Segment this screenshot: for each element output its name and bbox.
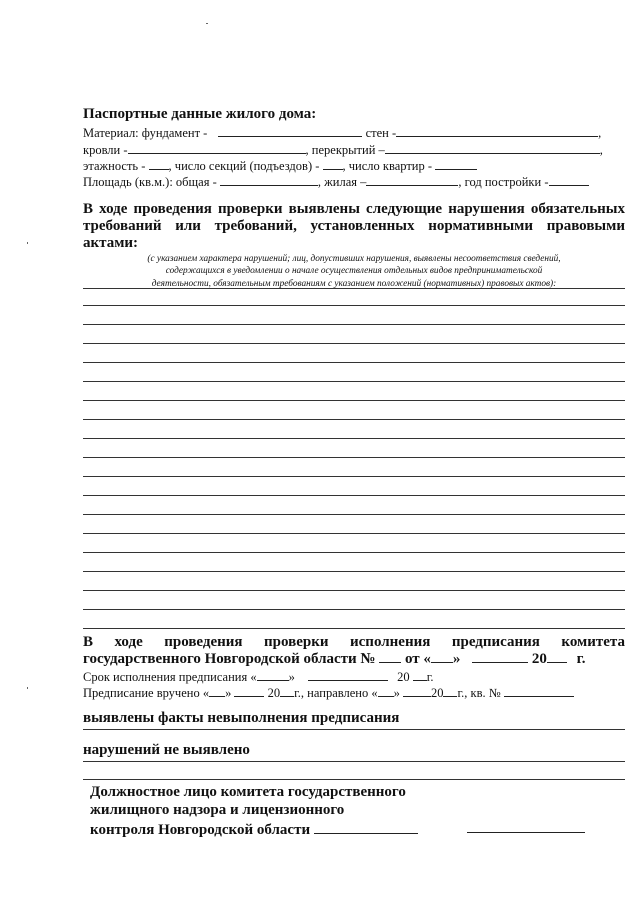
violation-line[interactable] (83, 305, 625, 306)
violation-line[interactable] (83, 609, 625, 610)
foundation-field[interactable] (218, 125, 362, 137)
prescription-line1: В ходе проведения проверки исполнения предписания комитета (83, 634, 625, 650)
storeys-field[interactable] (149, 158, 169, 170)
roof-field[interactable] (128, 142, 306, 154)
handed-quote-close: » (225, 686, 232, 700)
violation-line[interactable] (83, 419, 625, 420)
violation-line[interactable] (83, 628, 625, 629)
total-area-field[interactable] (220, 174, 318, 186)
result-none: нарушений не выявлено (83, 742, 250, 758)
signature-label: контроля Новгородской области (90, 822, 311, 838)
prescription-year-prefix: 20 (531, 651, 547, 667)
result-extra-line[interactable] (83, 779, 625, 780)
violations-note-line2: содержащихся в уведомлении о начале осуществления отдельных видов предпринимательской (165, 266, 543, 276)
violation-line[interactable] (83, 571, 625, 572)
scan-mark (27, 242, 28, 244)
result-failures-line[interactable] (83, 729, 625, 730)
prescription-date-close: » (452, 651, 461, 667)
apartments-field[interactable] (435, 158, 477, 170)
name-field[interactable] (467, 832, 585, 833)
result-none-line[interactable] (83, 761, 625, 762)
area-label: Площадь (кв.м.): общая - (83, 175, 217, 189)
sections-label: , число секций (подъездов) - (168, 159, 320, 173)
result-failures: выявлены факты невыполнения предписания (83, 710, 400, 726)
violation-line[interactable] (83, 438, 625, 439)
violation-line[interactable] (83, 324, 625, 325)
handed-day-field[interactable] (209, 685, 225, 697)
passport-row-material: Материал: фундамент - стен - , (83, 126, 602, 140)
passport-row-storeys (83, 158, 477, 174)
scan-mark (27, 687, 28, 689)
violation-line[interactable] (83, 533, 625, 534)
floors-field[interactable] (385, 142, 600, 154)
year-field[interactable] (549, 174, 589, 186)
sent-month-field[interactable] (403, 685, 431, 697)
deadline-quote-close: » (288, 670, 295, 684)
apartment-label: г., кв. № (457, 686, 501, 700)
sent-year-field[interactable] (443, 685, 457, 697)
deadline-year-prefix: 20 (397, 670, 410, 684)
violation-line[interactable] (83, 495, 625, 496)
sections-field[interactable] (323, 158, 343, 170)
prescription-year-suffix: г. (576, 651, 586, 667)
year-label: , год постройки - (458, 175, 549, 189)
violation-line[interactable] (83, 514, 625, 515)
signature-field[interactable] (314, 820, 418, 834)
deadline-month-field[interactable] (308, 669, 388, 681)
sent-quote-close: » (393, 686, 400, 700)
violation-line[interactable] (83, 288, 625, 289)
handed-year-prefix: 20 (267, 686, 281, 700)
violations-heading-line1: В ходе проведения проверки выявлены следующие нарушения обязательных (83, 201, 625, 217)
prescription-date-open: от « (405, 651, 431, 667)
handed-label: Предписание вручено « (83, 686, 210, 700)
sent-day-field[interactable] (378, 685, 394, 697)
deadline-day-field[interactable] (257, 669, 289, 681)
deadline-row (83, 669, 434, 685)
prescription-number-field[interactable] (379, 651, 401, 663)
floors-label: , перекрытий – (305, 143, 385, 157)
roof-label: кровли - (83, 143, 128, 157)
signature-line1: Должностное лицо комитета государственного (90, 784, 406, 800)
sent-label: г., направлено « (294, 686, 378, 700)
deadline-year-field[interactable] (413, 669, 427, 681)
violation-line[interactable] (83, 552, 625, 553)
scan-mark (206, 23, 208, 24)
signature-line2: жилищного надзора и лицензионного (90, 802, 345, 818)
prescription-line2 (83, 651, 586, 668)
passport-heading: Паспортные данные жилого дома: (83, 106, 317, 122)
material-label: Материал: фундамент - (83, 126, 208, 140)
living-label: , жилая – (317, 175, 367, 189)
violations-heading-line2: требований или требований, установленных нормативными правовыми (83, 218, 625, 234)
sent-year-prefix: 20 (430, 686, 444, 700)
violations-note-line3: деятельности, обязательным требованиям с указанием положений (нормативных) правовых актов): (151, 279, 557, 289)
living-area-field[interactable] (366, 174, 458, 186)
handed-year-field[interactable] (280, 685, 294, 697)
violation-line[interactable] (83, 343, 625, 344)
violation-line[interactable] (83, 381, 625, 382)
violation-line[interactable] (83, 476, 625, 477)
deadline-label: Срок исполнения предписания « (83, 670, 257, 684)
prescription-day-field[interactable] (431, 651, 453, 663)
signature-line3 (90, 820, 418, 839)
prescription-year-field[interactable] (547, 651, 567, 663)
deadline-year-suffix: г. (426, 670, 434, 684)
apartment-field[interactable] (504, 685, 574, 697)
handed-month-field[interactable] (234, 685, 264, 697)
violations-heading-line3: актами: (83, 235, 139, 251)
passport-row-roof: кровли - , перекрытий – , (83, 143, 603, 157)
passport-row-area (83, 174, 589, 190)
violation-line[interactable] (83, 590, 625, 591)
handed-row (83, 685, 574, 701)
prescription-month-field[interactable] (472, 651, 528, 663)
walls-field[interactable] (396, 125, 598, 137)
apartments-label: , число квартир - (342, 159, 433, 173)
prescription-number-label: государственного Новгородской области № (83, 651, 376, 667)
walls-label: стен - (365, 126, 397, 140)
storeys-label: этажность - (83, 159, 146, 173)
violation-line[interactable] (83, 362, 625, 363)
violations-note-line1: (с указанием характера нарушений; лиц, допустивших нарушения, выявлены несоответствия сведений, (147, 254, 561, 264)
violation-line[interactable] (83, 400, 625, 401)
violation-line[interactable] (83, 457, 625, 458)
